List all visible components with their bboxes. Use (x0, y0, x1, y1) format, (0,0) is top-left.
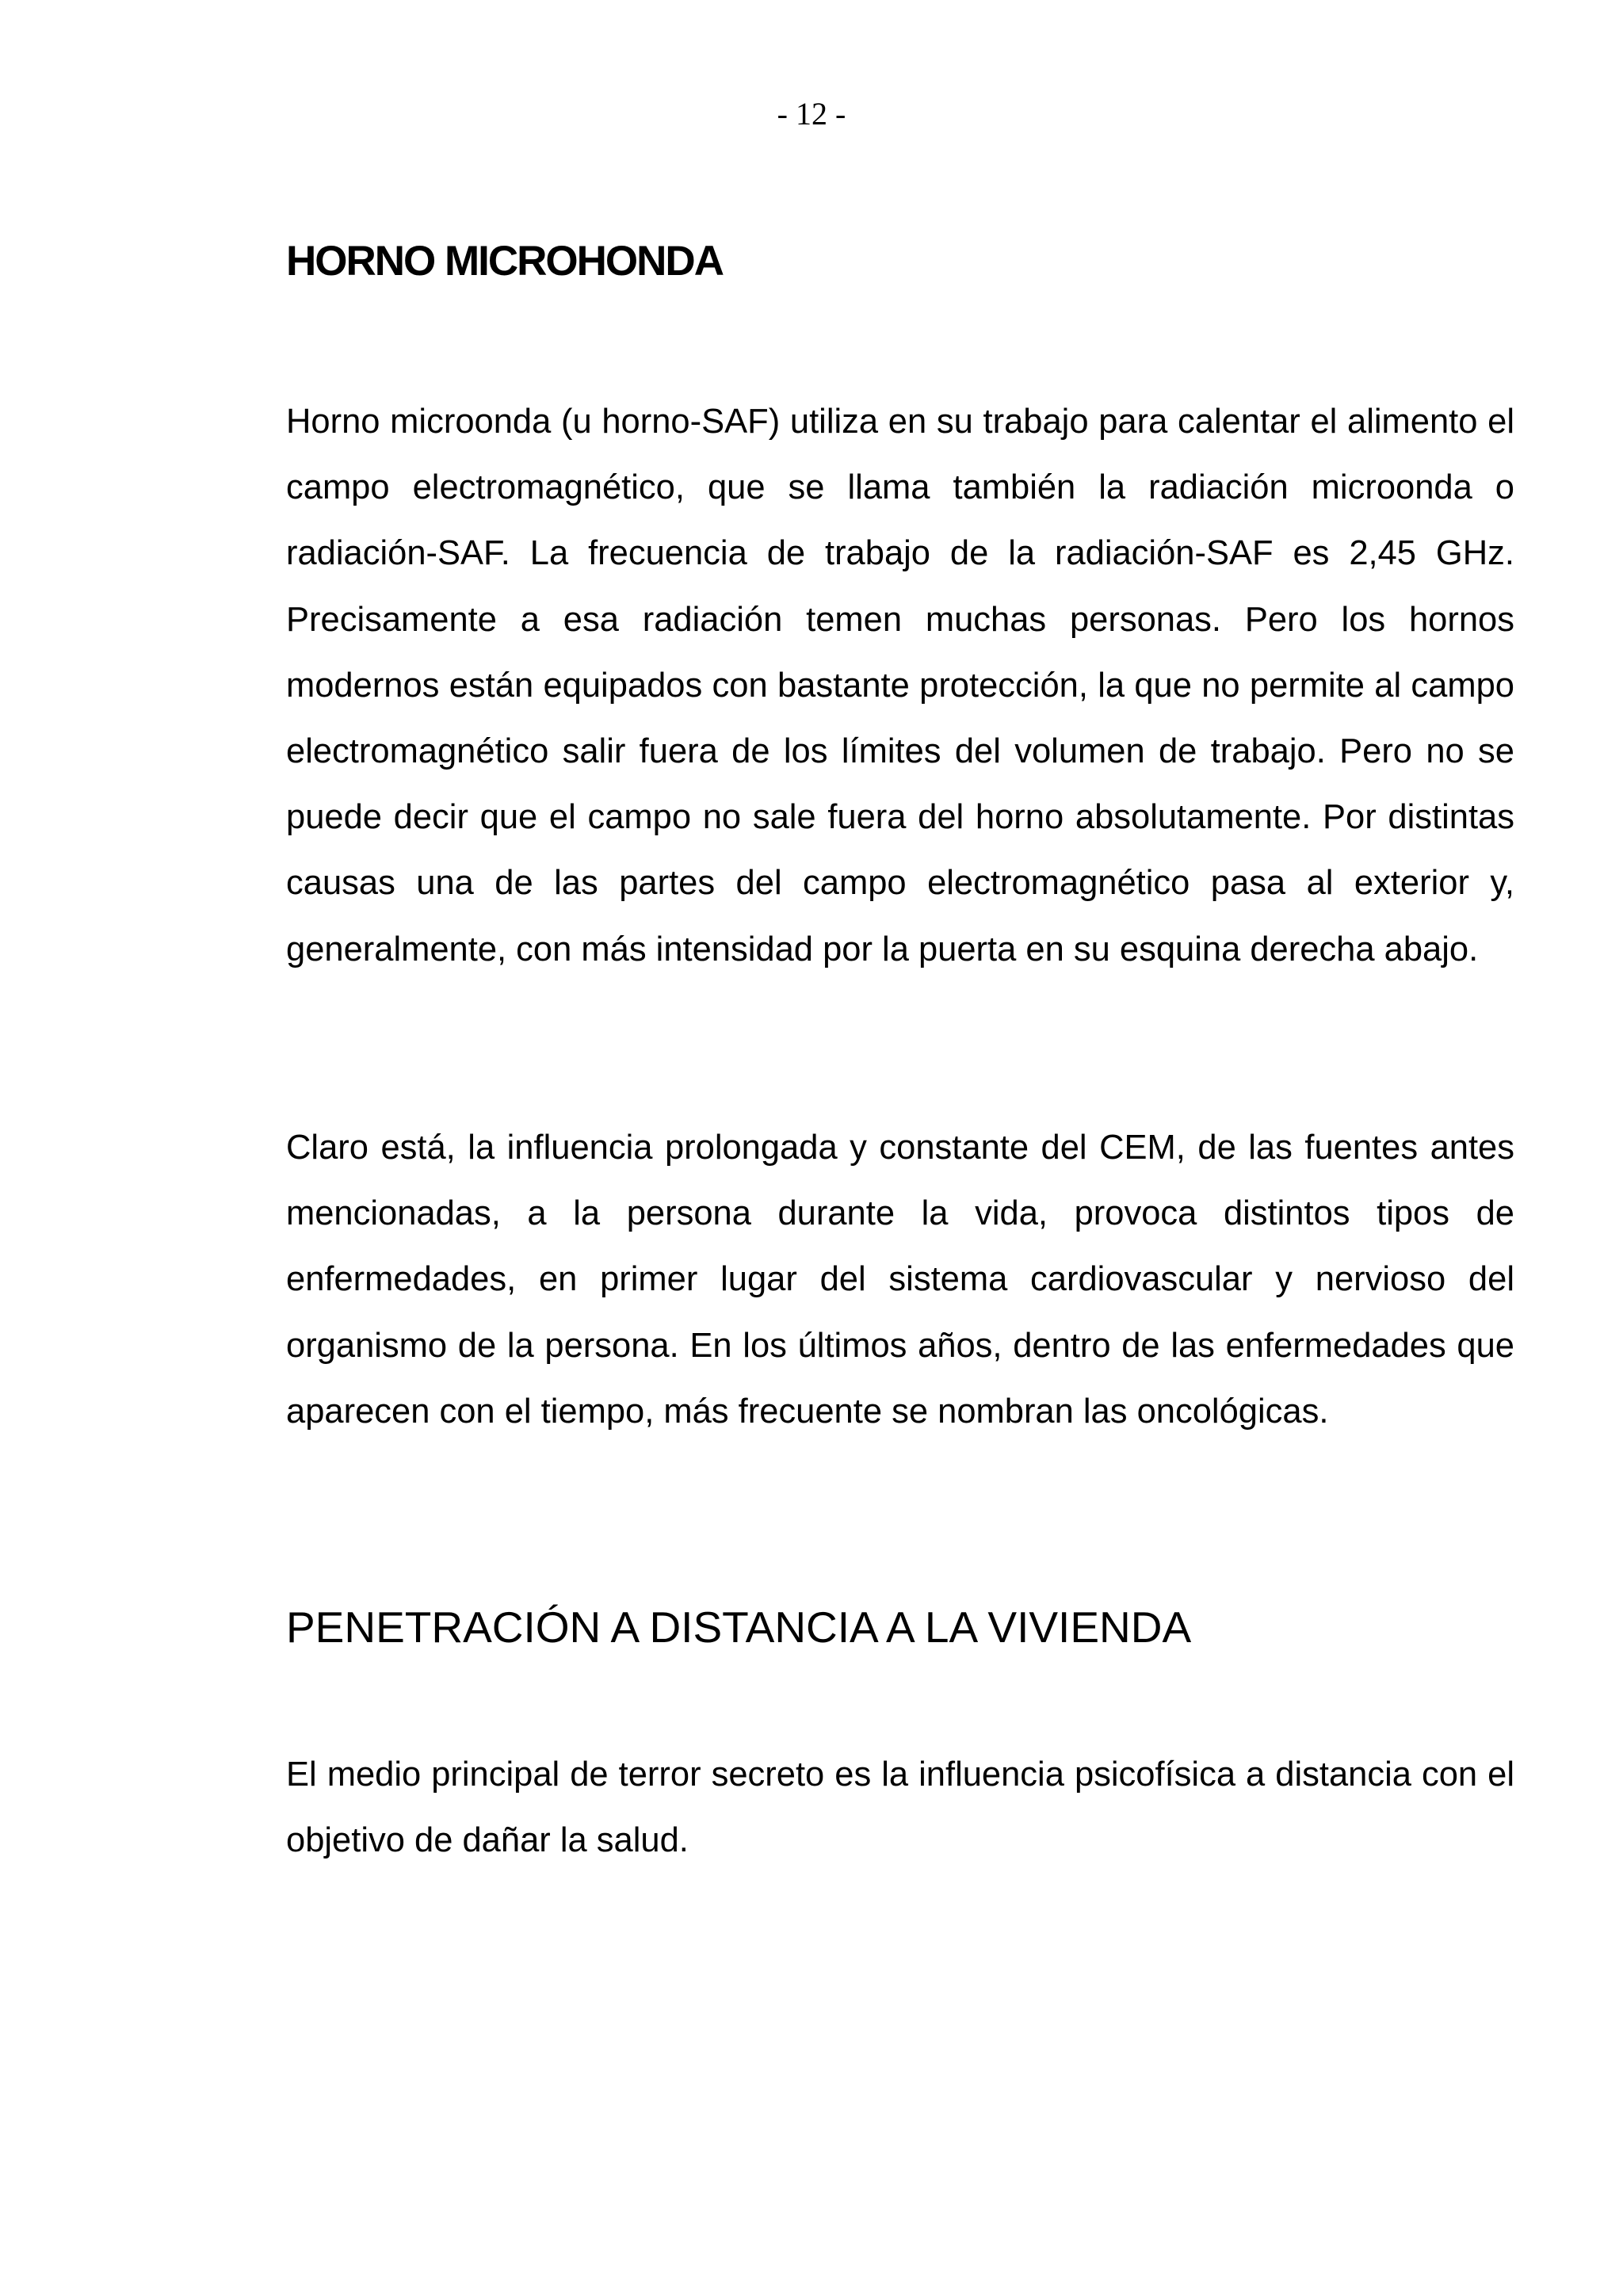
paragraph-remote-influence: El medio principal de terror secreto es la influencia psicofísica a distancia con el objetivo de dañar la salud. (286, 1755, 1514, 1860)
section-heading-penetracion: PENETRACIÓN A DISTANCIA A LA VIVIENDA (286, 1603, 1192, 1652)
paragraph-health-effects: Claro está, la influencia prolongada y constante del CEM, de las fuentes antes mencionadas, a la persona durante la vida, provoca distintos tipos de enfermedades, en primer lugar del sistema cardiovascular y nervioso del organismo de la persona. En los últimos años, dentro de las enfermedades que aparecen con el tiempo, más frecuente se nombran las oncológicas. (286, 1129, 1514, 1431)
paragraph-microwave-radiation: Horno microonda (u horno-SAF) utiliza en su trabajo para calentar el alimento el campo electromagnético, que se llama también la radiación microonda o radiación-SAF. La frecuencia de trabajo de la radiación-SAF es 2,45 GHz. Precisamente a esa radiación temen muchas personas. Pero los hornos modernos están equipados con bastante protección, la que no permite al campo electromagnético salir fuera de los límites del volumen de trabajo. Pero no se puede decir que el campo no sale fuera del horno absolutamente. Por distintas causas una de las partes del campo electromagnético pasa al exterior y, generalmente, con más intensidad por la puerta en su esquina derecha abajo. (286, 403, 1514, 968)
section-heading-horno-microhonda: HORNO MICROHONDA (286, 238, 723, 285)
page-number: - 12 - (777, 96, 846, 132)
